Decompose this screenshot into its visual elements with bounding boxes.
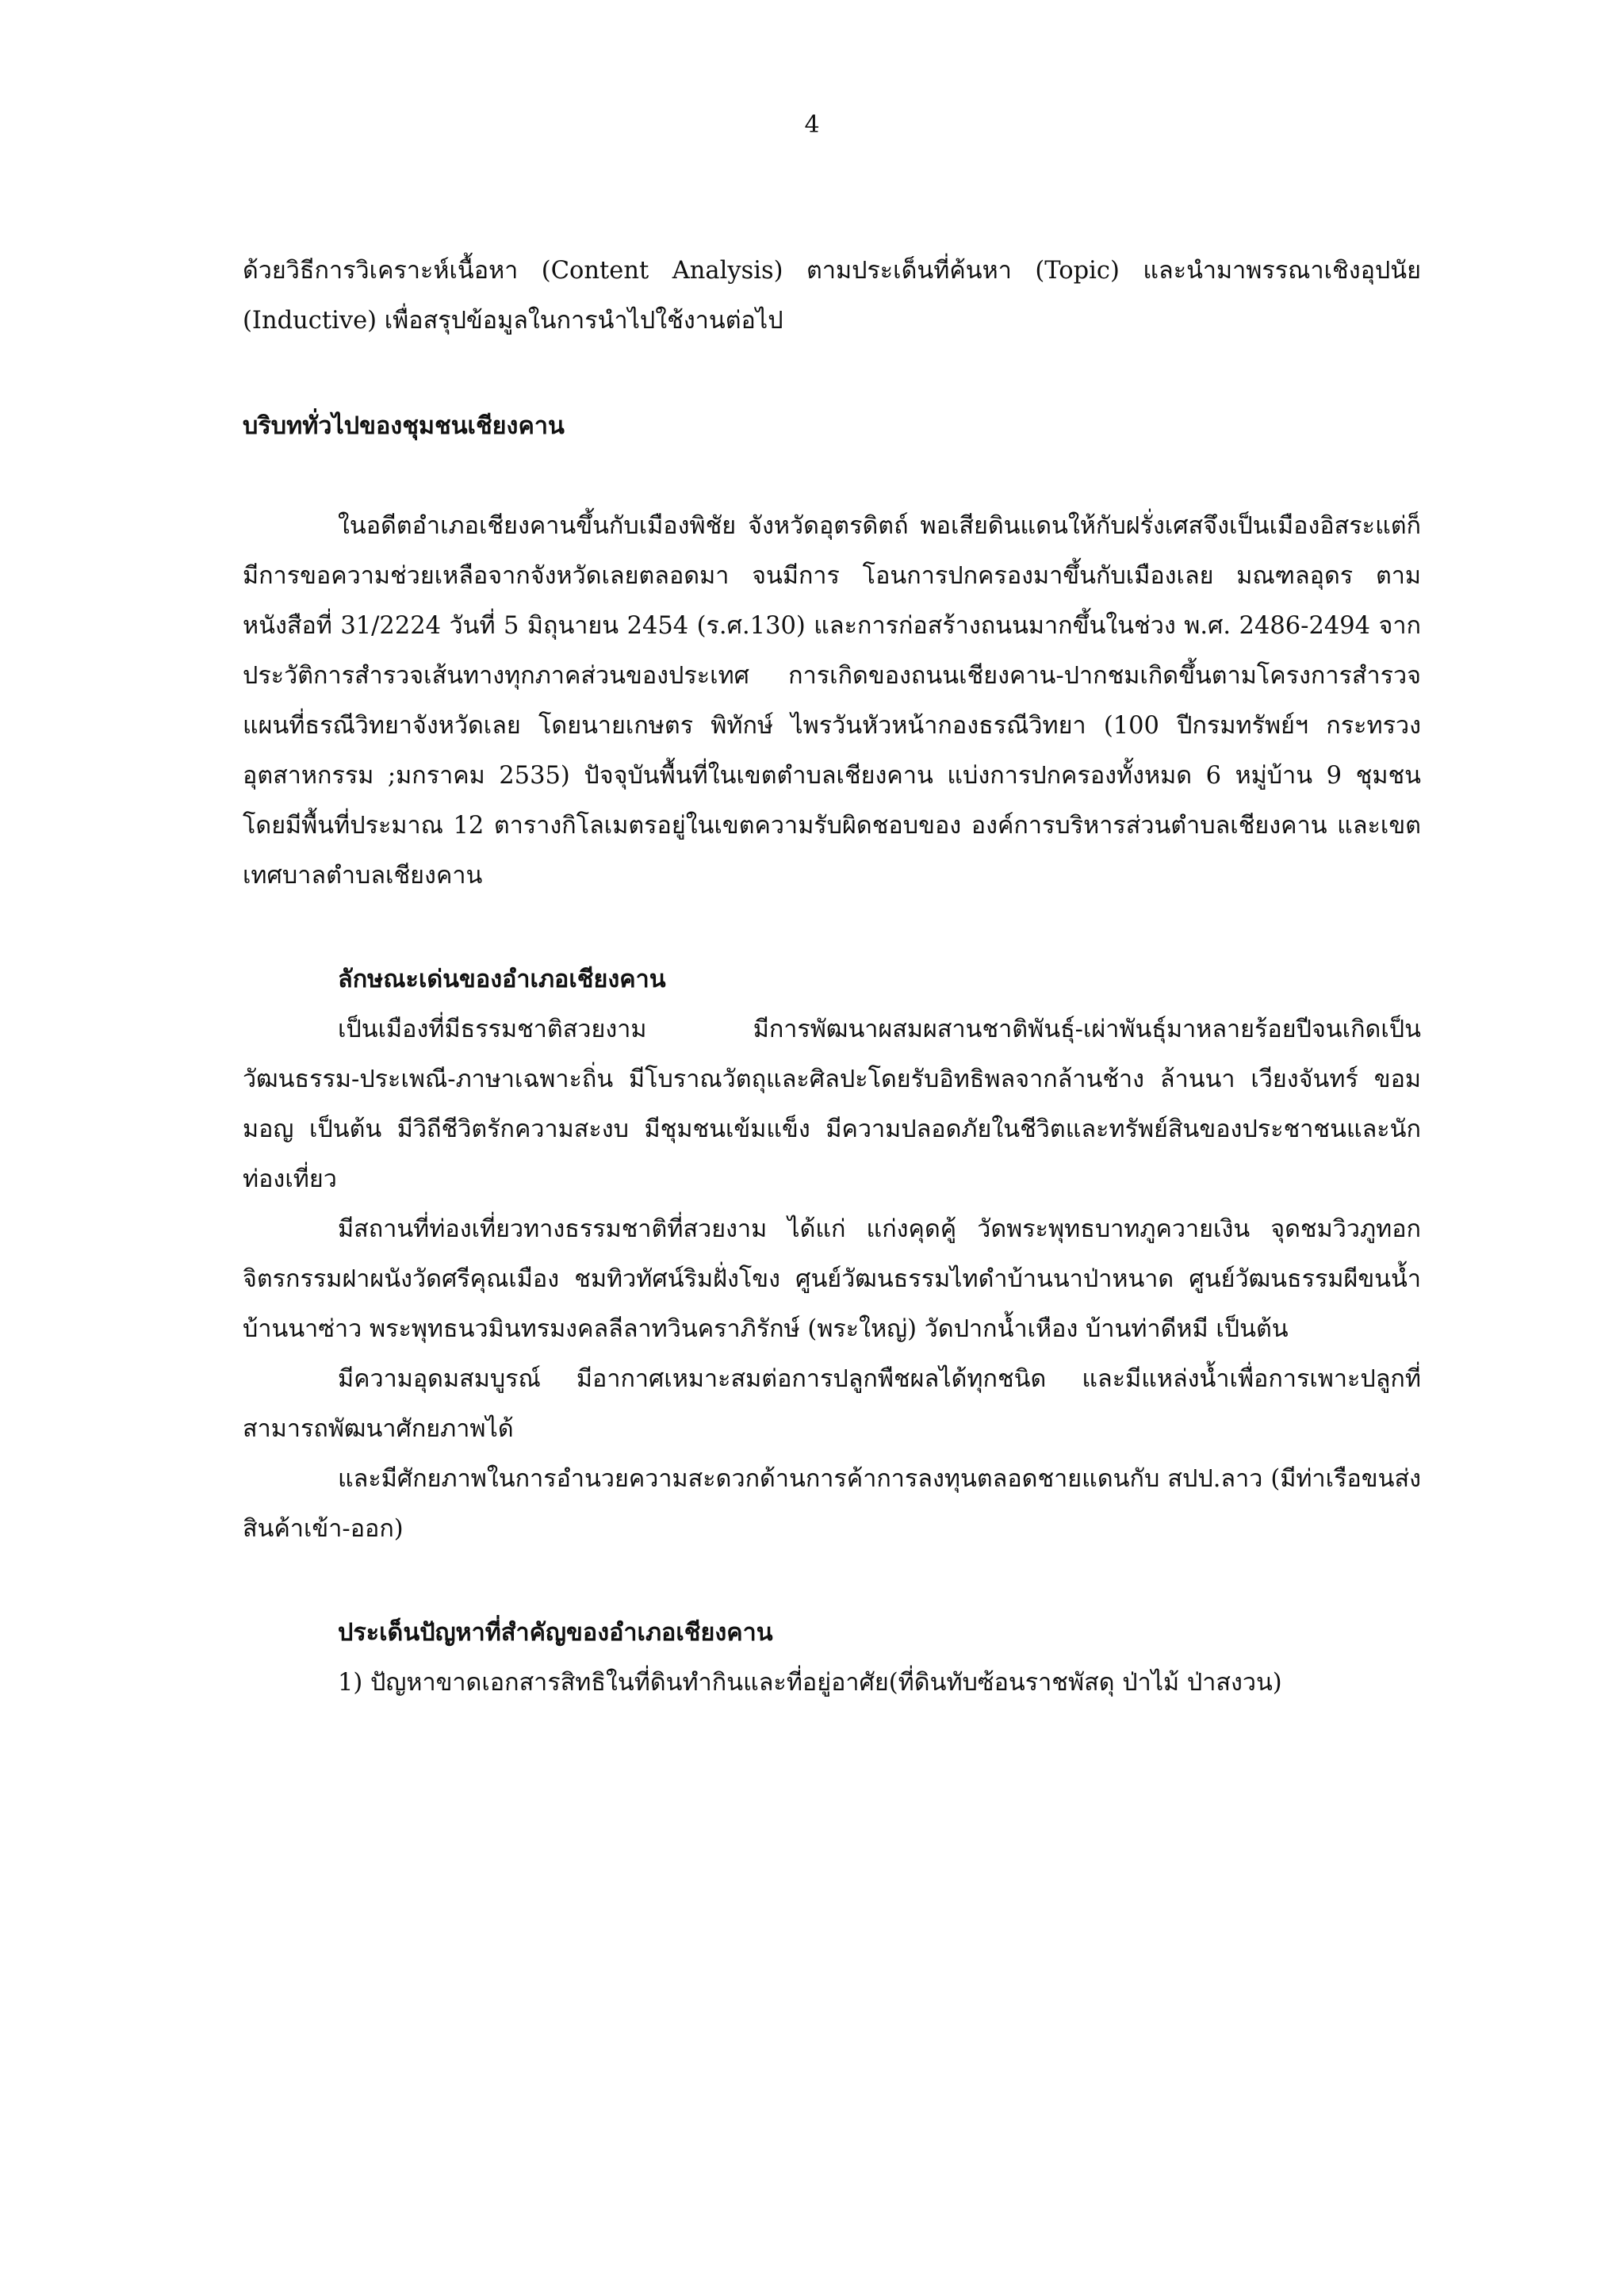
context-paragraph: ในอดีตอำเภอเชียงคานขึ้นกับเมืองพิชัย จังหวัดอุตรดิตถ์ พอเสียดินแดนให้กับฝรั่งเศสจึงเป็นเมืองอิสระแต่ก็มีการขอความช่วยเหลือจากจังหวัดเลยตลอดมา จนมีการ โอนการปกครองมาขึ้นกับเมืองเลย มณฑลอุดร ตามหนังสือที่ 31/2224 วันที่ 5 มิถุนายน 2454 (ร.ศ.130) และการก่อสร้างถนนมากขึ้นในช่วง พ.ศ. 2486-2494 จากประวัติการสำรวจเส้นทางทุกภาคส่วนของประเทศ การเกิดของถนนเชียงคาน-ปากชมเกิดขึ้นตามโครงการสำรวจแผนที่ธรณีวิทยาจังหวัดเลย โดยนายเกษตร พิทักษ์ ไพรวันหัวหน้ากองธรณีวิทยา (100 ปีกรมทรัพย์ฯ กระทรวงอุตสาหกรรม ;มกราคม 2535) ปัจจุบันพื้นที่ในเขตตำบลเชียงคาน แบ่งการปกครองทั้งหมด 6 หมู่บ้าน 9 ชุมชน โดยมีพื้นที่ประมาณ 12 ตารางกิโลเมตรอยู่ในเขตความรับผิดชอบของ องค์การบริหารส่วนตำบลเชียงคาน และเขตเทศบาลตำบลเชียงคาน [243, 512, 1421, 890]
section-heading-highlights: ลักษณะเด่นของอำเภอเชียงคาน [338, 965, 666, 993]
problem-list-item: 1) ปัญหาขาดเอกสารสิทธิในที่ดินทำกินและที่อยู่อาศัย(ที่ดินทับซ้อนราชพัสดุ ป่าไม้ ป่าสงวน) [338, 1669, 1282, 1697]
page-number: 4 [804, 111, 820, 139]
highlights-paragraph: เป็นเมืองที่มีธรรมชาติสวยงาม มีการพัฒนาผสมผสานชาติพันธุ์-เผ่าพันธุ์มาหลายร้อยปีจนเกิดเป็นวัฒนธรรม-ประเพณี-ภาษาเฉพาะถิ่น มีโบราณวัตถุและศิลปะโดยรับอิทธิพลจากล้านช้าง ล้านนา เวียงจันทร์ ขอม มอญ เป็นต้น มีวิถีชีวิตรักความสะงบ มีชุมชนเข้มแข็ง มีความปลอดภัยในชีวิตและทรัพย์สินของประชาชนและนักท่องเที่ยว [243, 1016, 1421, 1193]
section-heading-problems: ประเด็นปัญหาที่สำคัญของอำเภอเชียงคาน [338, 1618, 773, 1647]
highlights-paragraph: มีความอุดมสมบูรณ์ มีอากาศเหมาะสมต่อการปลูกพืชผลได้ทุกชนิด และมีแหล่งน้ำเพื่อการเพาะปลูกที่สามารถพัฒนาศักยภาพได้ [243, 1365, 1421, 1443]
intro-paragraph: ด้วยวิธีการวิเคราะห์เนื้อหา (Content Analysis) ตามประเด็นที่ค้นหา (Topic) และนำมาพรรณาเชิงอุปนัย (Inductive) เพื่อสรุปข้อมูลในการนำไปใช้งานต่อไป [243, 257, 1421, 335]
page-content [243, 246, 1421, 1708]
highlights-paragraph: และมีศักยภาพในการอำนวยความสะดวกด้านการค้าการลงทุนตลอดชายแดนกับ สปป.ลาว (มีท่าเรือขนส่งสินค้าเข้า-ออก) [243, 1465, 1421, 1543]
section-heading-context: บริบททั่วไปของชุมชนเชียงคาน [243, 411, 565, 440]
highlights-paragraph: มีสถานที่ท่องเที่ยวทางธรรมชาติที่สวยงาม ได้แก่ แก่งคุดคู้ วัดพระพุทธบาทภูควายเงิน จุดชมวิวภูทอก จิตรกรรมฝาผนังวัดศรีคุณเมือง ชมทิวทัศน์ริมฝั่งโขง ศูนย์วัฒนธรรมไทดำบ้านนาป่าหนาด ศูนย์วัฒนธรรมผีขนน้ำ บ้านนาซ่าว พระพุทธนวมินทรมงคลลีลาทวินคราภิรักษ์ (พระใหญ่) วัดปากน้ำเหือง บ้านท่าดีหมี เป็นต้น [243, 1215, 1421, 1343]
